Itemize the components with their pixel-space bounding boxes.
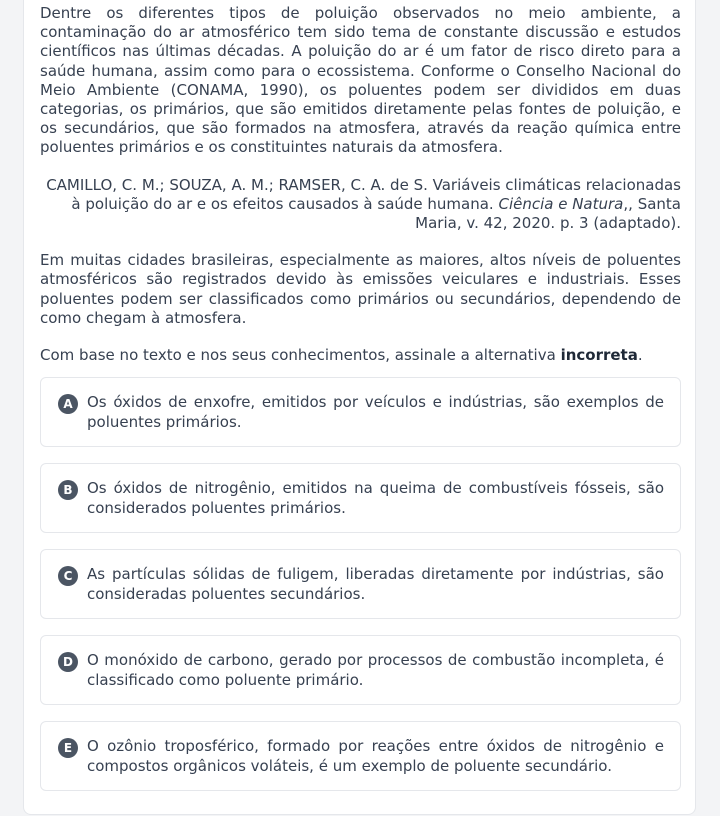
question-card (23, 0, 696, 815)
option-e-text: O ozônio troposférico, formado por reações entre óxidos de nitrogênio e compostos orgânicos voláteis, é um exemplo de poluente secundário. (87, 737, 664, 775)
option-c-text: As partículas sólidas de fuligem, liberadas diretamente por indústrias, são consideradas poluentes secundários. (87, 565, 664, 603)
option-d-letter-badge: D (58, 652, 78, 672)
context-paragraph-2: Em muitas cidades brasileiras, especialmente as maiores, altos níveis de poluentes atmosféricos são registrados devido às emissões veiculares e industriais. Esses poluentes podem ser classificados como primários ou secundários, dependendo de como chegam à atmosfera. (40, 251, 681, 327)
citation-journal: Ciência e Natura (498, 194, 624, 213)
question-prefix: Com base no texto e nos seus conhecimentos, assinale a alternativa (40, 346, 561, 365)
citation-authors: CAMILLO, C. M.; SOUZA, A. M.; RAMSER, C. A. de S. Variáveis climáticas relacionadas à poluição do ar e os efeitos causados à saúde humana. (46, 175, 681, 213)
answer-options (40, 377, 681, 791)
question-content (40, 4, 681, 807)
question-suffix: . (637, 346, 643, 365)
question-emphasis: incorreta (560, 346, 638, 365)
option-c[interactable] (40, 549, 681, 619)
question-statement (40, 346, 681, 365)
option-a-text: Os óxidos de enxofre, emitidos por veículos e indústrias, são exemplos de poluentes primários. (87, 393, 664, 431)
context-paragraph-1: Dentre os diferentes tipos de poluição observados no meio ambiente, a contaminação do ar atmosférico tem sido tema de constante discussão e estudos científicos nas últimas décadas. A poluição do ar é um fator de risco direto para a saúde humana, assim como para o ecossistema. Conforme o Conselho Nacional do Meio Ambiente (CONAMA, 1990), os poluentes podem ser divididos em duas categorias, os primários, que são emitidos diretamente pelas fontes de poluição, e os secundários, que são formados na atmosfera, através da reação química entre poluentes primários e os constituintes naturais da atmosfera. (40, 4, 681, 157)
option-b-text: Os óxidos de nitrogênio, emitidos na queima de combustíveis fósseis, são considerados poluentes primários. (87, 479, 664, 517)
citation (40, 176, 681, 234)
option-a[interactable] (40, 377, 681, 447)
option-a-letter-badge: A (58, 394, 78, 414)
option-d[interactable] (40, 635, 681, 705)
option-d-text: O monóxido de carbono, gerado por processos de combustão incompleta, é classificado como poluente primário. (87, 651, 664, 689)
citation-details: ,, Santa Maria, v. 42, 2020. p. 3 (adaptado). (415, 194, 681, 233)
option-e[interactable] (40, 721, 681, 791)
option-b[interactable] (40, 463, 681, 533)
option-b-letter-badge: B (58, 480, 78, 500)
option-e-letter-badge: E (58, 738, 78, 758)
option-c-letter-badge: C (58, 566, 78, 586)
